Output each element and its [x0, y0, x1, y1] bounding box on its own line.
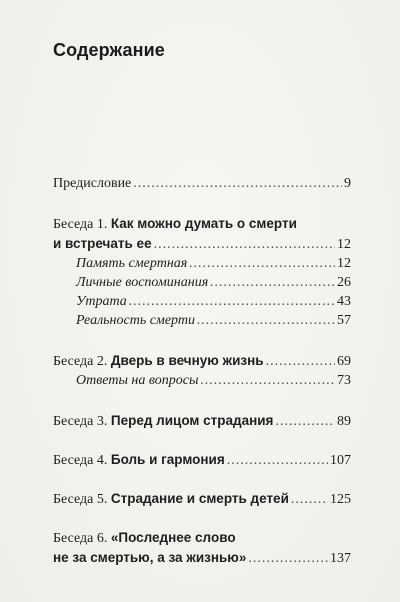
page-number: 107	[330, 453, 351, 468]
dot-leader	[291, 490, 328, 509]
dot-leader	[227, 451, 328, 470]
dot-leader	[197, 311, 335, 330]
page-number: 73	[337, 373, 351, 388]
toc-entry-talk4[interactable]	[53, 450, 351, 470]
page-number: 43	[337, 294, 351, 309]
talk-title: Дверь в вечную жизнь	[110, 353, 264, 368]
talk-title: «Последнее слово	[110, 530, 236, 545]
toc-subentry[interactable]	[53, 273, 351, 292]
table-of-contents	[53, 174, 351, 568]
page-number: 89	[337, 414, 351, 429]
dot-leader	[129, 292, 335, 311]
talk-title: Перед лицом страдания	[110, 413, 274, 428]
toc-entry-talk2[interactable]	[53, 351, 351, 371]
talk-prefix: Беседа 2.	[53, 354, 111, 369]
talk-title-continued: и встречать ее	[53, 236, 152, 251]
subentry-title: Личные воспоминания	[76, 275, 209, 290]
page-number: 12	[337, 256, 351, 271]
toc-entry-talk5[interactable]	[53, 489, 351, 509]
dot-leader	[248, 549, 328, 568]
dot-leader	[200, 371, 335, 390]
toc-subentry[interactable]	[53, 311, 351, 330]
talk-title: Боль и гармония	[110, 452, 225, 467]
subentry-title: Реальность смерти	[76, 313, 195, 328]
subentry-title: Ответы на вопросы	[76, 373, 199, 388]
page-number: 137	[330, 551, 351, 566]
dot-leader	[266, 352, 335, 371]
page-number: 69	[337, 354, 351, 369]
talk-title-continued: не за смертью, а за жизнью»	[53, 550, 247, 565]
talk-title: Как можно думать о смерти	[110, 216, 297, 231]
page-number: 125	[330, 492, 351, 507]
talk-prefix: Беседа 1.	[53, 217, 111, 232]
talk-prefix: Беседа 4.	[53, 453, 111, 468]
page-number: 9	[344, 176, 351, 191]
toc-entry-talk6-line2[interactable]	[53, 548, 351, 568]
toc-entry-talk1-line1[interactable]	[53, 214, 351, 234]
talk-prefix: Беседа 6.	[53, 531, 111, 546]
toc-entry-preface[interactable]	[53, 174, 351, 193]
toc-entry-title: Предисловие	[53, 176, 132, 191]
page-number: 57	[337, 313, 351, 328]
toc-subentry[interactable]	[53, 254, 351, 273]
toc-subentry[interactable]	[53, 371, 351, 390]
page-number: 12	[337, 237, 351, 252]
subentry-title: Утрата	[76, 294, 127, 309]
toc-entry-talk6-line1[interactable]	[53, 528, 351, 548]
dot-leader	[133, 174, 342, 193]
subentry-title: Память смертная	[76, 256, 188, 271]
talk-prefix: Беседа 3.	[53, 414, 111, 429]
dot-leader	[210, 273, 335, 292]
toc-entry-talk3[interactable]	[53, 411, 351, 431]
talk-prefix: Беседа 5.	[53, 492, 111, 507]
contents-heading: Содержание	[53, 40, 165, 60]
talk-title: Страдание и смерть детей	[110, 491, 289, 506]
page-number: 26	[337, 275, 351, 290]
dot-leader	[189, 254, 335, 273]
toc-subentry[interactable]	[53, 292, 351, 311]
dot-leader	[154, 235, 335, 254]
dot-leader	[275, 412, 335, 431]
toc-entry-talk1-line2[interactable]	[53, 234, 351, 254]
